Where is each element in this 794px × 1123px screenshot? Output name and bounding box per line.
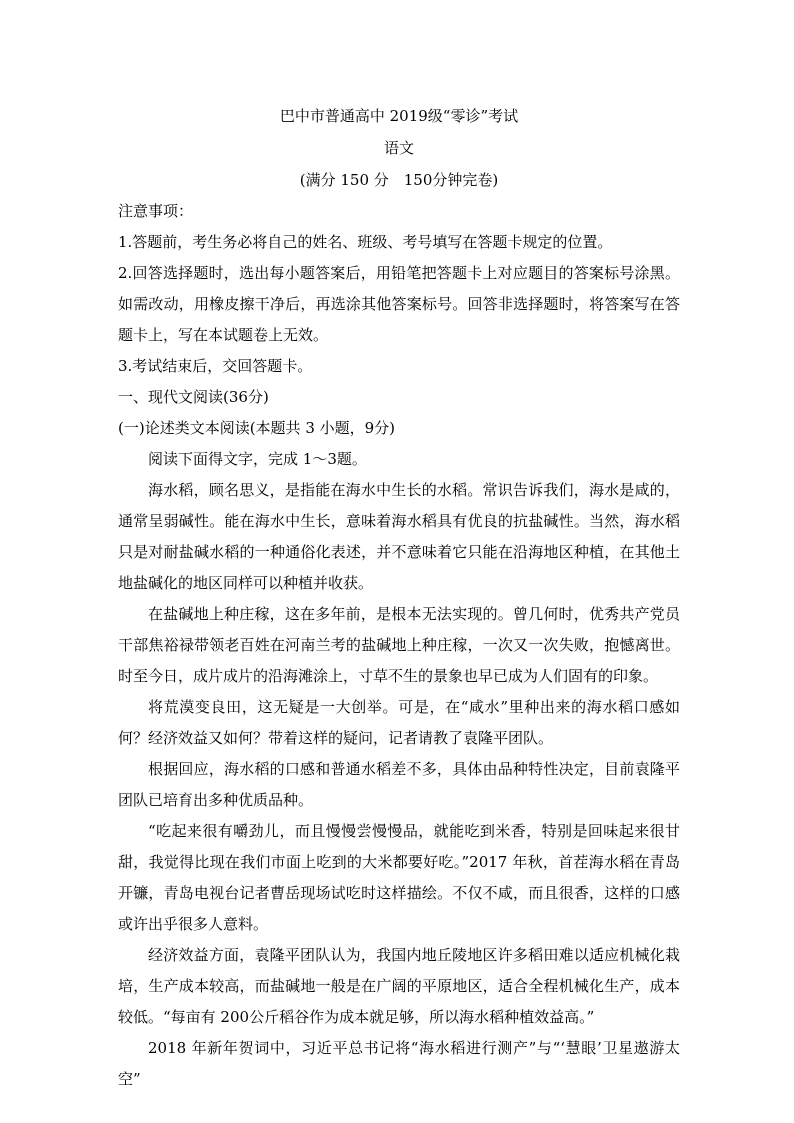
- exam-page: [118, 100, 680, 1095]
- passage-paragraph-1: 海水稻，顾名思义，是指能在海水中生长的水稻。常识告诉我们，海水是咸的，通常呈弱碱性。能在海水中生长，意味着海水稻具有优良的抗盐碱性。当然，海水稻只是对耐盐碱水稻的一种通俗化表述，并不意味着它只能在沿海地区种植，在其他土地盐碱化的地区同样可以种植并收获。: [118, 481, 680, 592]
- note-item-3: 3.考试结束后，交回答题卡。: [118, 357, 313, 375]
- exam-title: 巴中市普通高中 2019级“零诊”考试: [279, 107, 519, 125]
- section-title: 一、现代文阅读(36分): [118, 388, 269, 406]
- passage-paragraph-4: 根据回应，海水稻的口感和普通水稻差不多，具体由品种特性决定，目前袁隆平团队已培育出多种优质品种。: [118, 760, 680, 809]
- passage-paragraph-6: 经济效益方面，袁隆平团队认为，我国内地丘陵地区许多稻田难以适应机械化栽培，生产成本较高，而盐碱地一般是在广阔的平原地区，适合全程机械化生产，成本较低。“每亩有 200公斤稻谷作为成本就足够，所以海水稻种植效益高。”: [118, 946, 680, 1026]
- reading-instruction: 阅读下面得文字，完成 1～3题。: [148, 450, 367, 468]
- passage-paragraph-7: 2018 年新年贺词中，习近平总书记将“海水稻进行测产”与“‘慧眼’卫星遨游太空”: [118, 1039, 680, 1088]
- note-item-2: 2.回答选择题时，选出每小题答案后，用铅笔把答题卡上对应题目的答案标号涂黑。如需改动，用橡皮擦干净后，再选涂其他答案标号。回答非选择题时，将答案写在答题卡上，写在本试题卷上无效。: [118, 264, 680, 344]
- note-item-1: 1.答题前，考生务必将自己的姓名、班级、考号填写在答题卡规定的位置。: [118, 233, 613, 251]
- subject-title: 语文: [383, 139, 414, 157]
- notes-heading: 注意事项：: [118, 202, 194, 220]
- subsection-title: (一)论述类文本阅读(本题共 3 小题，9分): [118, 419, 396, 437]
- passage-paragraph-2: 在盐碱地上种庄稼，这在多年前，是根本无法实现的。曾几何时，优秀共产党员干部焦裕禄带领老百姓在河南兰考的盐碱地上种庄稼，一次又一次失败，抱憾离世。时至今日，成片成片的沿海滩涂上，寸草不生的景象也早已成为人们固有的印象。: [118, 605, 680, 685]
- passage-paragraph-5: “吃起来很有嚼劲儿，而且慢慢尝慢慢品，就能吃到米香，特别是回味起来很甘甜，我觉得比现在我们市面上吃到的大米都要好吃。”2017 年秋，首茬海水稻在青岛开镰，青岛电视台记者曹岳现场试吃时这样描绘。不仅不咸，而且很香，这样的口感或许出乎很多人意料。: [118, 822, 680, 933]
- passage-paragraph-3: 将荒漠变良田，这无疑是一大创举。可是，在“咸水”里种出来的海水稻口感如何？经济效益又如何？带着这样的疑问，记者请教了袁隆平团队。: [118, 698, 680, 747]
- score-info: (满分 150 分 150分钟完卷): [299, 171, 499, 189]
